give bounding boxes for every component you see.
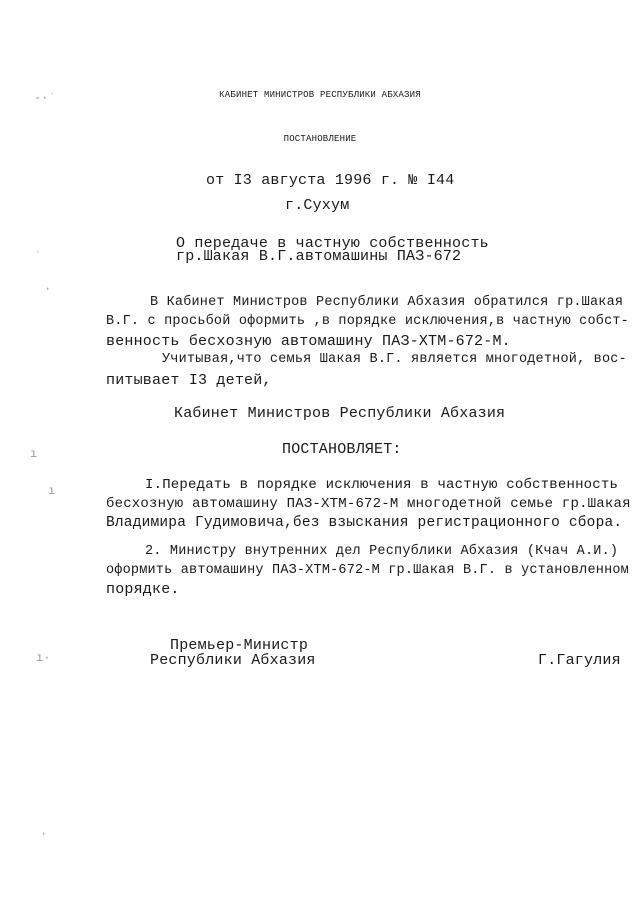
clause-line: 2. Министру внутренних дел Республики Абхазия (Кчач А.И.)	[145, 544, 619, 559]
scan-speck: ı	[48, 484, 56, 498]
scan-speck: -·ʾ	[34, 91, 56, 105]
clause-line: I.Передать в порядке исключения в частную собственность	[145, 477, 619, 493]
scan-speck: ʾ	[34, 249, 42, 263]
preamble-line: В Кабинет Министров Республики Абхазия обратился гр.Шакая	[150, 295, 624, 310]
clause-line: порядке.	[106, 581, 180, 598]
city: г.Сухум	[285, 197, 350, 214]
resolves-heading: ПОСТАНОВЛЯЕТ:	[282, 441, 402, 458]
clause-line: оформить автомашину ПАЗ-ХТМ-672-М гр.Шакая В.Г. в установленном	[106, 563, 629, 578]
clause-line: бесхозную автомашину ПАЗ-ХТМ-672-М многодетной семье гр.Шакая	[106, 496, 631, 512]
signatory-title: Республики Абхазия	[150, 652, 316, 669]
signatory-name: Г.Гагулия	[538, 652, 621, 669]
preamble-line: питывает I3 детей,	[106, 372, 272, 389]
preamble-line: Учитывая,что семья Шакая В.Г. является многодетной, вос-	[162, 352, 627, 367]
scan-speck: ·	[44, 282, 52, 296]
clause-line: Владимира Гудимовича,без взыскания регистрационного сбора.	[106, 515, 623, 531]
subject-line: гр.Шакая В.Г.автомашины ПАЗ-672	[176, 248, 462, 265]
cabinet-heading: КАБИНЕТ МИНИСТРОВ РЕСПУБЛИКИ АБХАЗИЯ	[219, 90, 421, 100]
scan-speck: ·	[40, 827, 48, 841]
date-number: от I3 августа 1996 г. № I44	[206, 172, 455, 189]
scan-speck: ı·	[36, 651, 51, 665]
document-type: ПОСТАНОВЛЕНИЕ	[283, 134, 357, 144]
scan-speck: ı	[30, 447, 38, 461]
signatory-title: Премьер-Министр	[170, 637, 309, 654]
preamble-line: венность бесхозную автомашину ПАЗ-ХТМ-672-М.	[106, 333, 511, 350]
authority-line: Кабинет Министров Республики Абхазия	[174, 405, 506, 422]
subject-line: О передаче в частную собственность	[176, 235, 489, 252]
preamble-line: В.Г. с просьбой оформить ,в порядке исключения,в частную собст-	[106, 314, 629, 329]
